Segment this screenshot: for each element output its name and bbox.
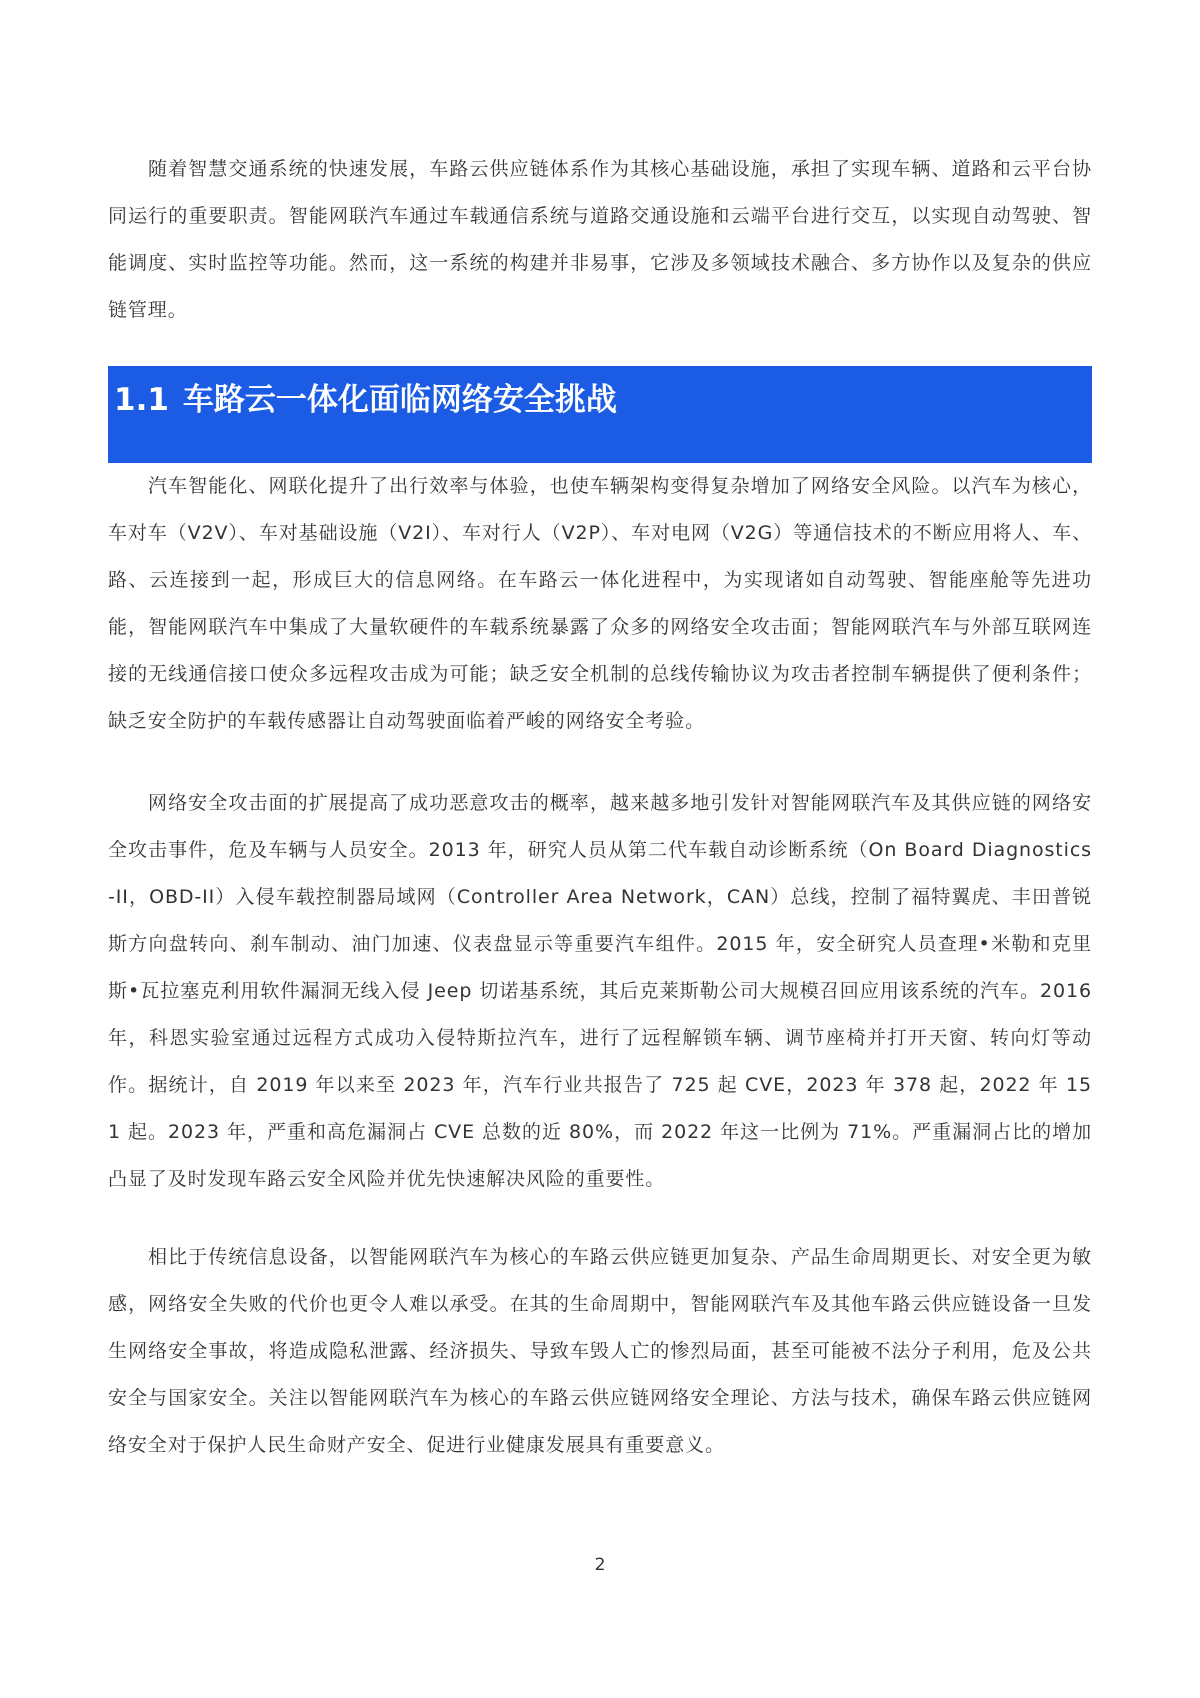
section-heading-banner: [108, 366, 1092, 463]
section-heading: [114, 380, 617, 420]
intro-paragraph: 随着智慧交通系统的快速发展，车路云供应链体系作为其核心基础设施，承担了实现车辆、道路和云平台协同运行的重要职责。智能网联汽车通过车载通信系统与道路交通设施和云端平台进行交互，以实现自动驾驶、智能调度、实时监控等功能。然而，这一系统的构建并非易事，它涉及多领域技术融合、多方协作以及复杂的供应链管理。: [108, 158, 1092, 321]
page-number: 2: [594, 1555, 606, 1575]
body-paragraph-1: 汽车智能化、网联化提升了出行效率与体验，也使车辆架构变得复杂增加了网络安全风险。以汽车为核心，车对车（V2V）、车对基础设施（V2I）、车对行人（V2P）、车对电网（V2G）等通信技术的不断应用将人、车、路、云连接到一起，形成巨大的信息网络。在车路云一体化进程中，为实现诸如自动驾驶、智能座舱等先进功能，智能网联汽车中集成了大量软硬件的车载系统暴露了众多的网络安全攻击面；智能网联汽车与外部互联网连接的无线通信接口使众多远程攻击成为可能；缺乏安全机制的总线传输协议为攻击者控制车辆提供了便利条件；缺乏安全防护的车载传感器让自动驾驶面临着严峻的网络安全考验。: [108, 475, 1092, 732]
body-paragraph-3: 相比于传统信息设备，以智能网联汽车为核心的车路云供应链更加复杂、产品生命周期更长、对安全更为敏感，网络安全失败的代价也更令人难以承受。在其的生命周期中，智能网联汽车及其他车路云供应链设备一旦发生网络安全事故，将造成隐私泄露、经济损失、导致车毁人亡的惨烈局面，甚至可能被不法分子利用，危及公共安全与国家安全。关注以智能网联汽车为核心的车路云供应链网络安全理论、方法与技术，确保车路云供应链网络安全对于保护人民生命财产安全、促进行业健康发展具有重要意义。: [108, 1246, 1092, 1456]
body-paragraph-2: 网络安全攻击面的扩展提高了成功恶意攻击的概率，越来越多地引发针对智能网联汽车及其供应链的网络安全攻击事件，危及车辆与人员安全。2013 年，研究人员从第二代车载自动诊断系统（On Board Diagnostics-II，OBD-II）入侵车载控制器局域网（Controller Area Network，CAN）总线，控制了福特翼虎、丰田普锐斯方向盘转向、刹车制动、油门加速、仪表盘显示等重要汽车组件。2015 年，安全研究人员查理•米勒和克里斯•瓦拉塞克利用软件漏洞无线入侵 Jeep 切诺基系统，其后克莱斯勒公司大规模召回应用该系统的汽车。2016 年，科恩实验室通过远程方式成功入侵特斯拉汽车，进行了远程解锁车辆、调节座椅并打开天窗、转向灯等动作。据统计，自 2019 年以来至 2023 年，汽车行业共报告了 725 起 CVE，2023 年 378 起，2022 年 151 起。2023 年，严重和高危漏洞占 CVE 总数的近 80%，而 2022 年这一比例为 71%。严重漏洞占比的增加凸显了及时发现车路云安全风险并优先快速解决风险的重要性。: [108, 792, 1092, 1190]
section-number: 1.1: [114, 382, 169, 418]
section-title: 车路云一体化面临网络安全挑战: [182, 382, 617, 418]
